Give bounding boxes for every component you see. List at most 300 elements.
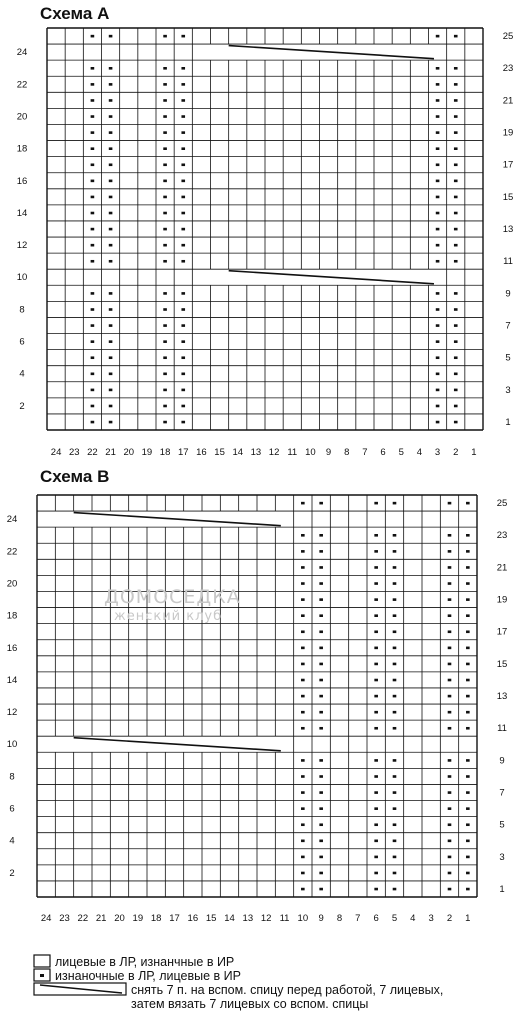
chart-a-col-label: 12	[268, 447, 280, 458]
chart-a-purl-mark	[109, 83, 113, 86]
chart-b-purl-mark	[374, 582, 378, 585]
chart-a-purl-mark	[91, 244, 95, 247]
chart-a-col-label: 10	[305, 447, 316, 458]
chart-b-purl-mark	[393, 823, 397, 826]
chart-b-purl-mark	[448, 502, 452, 505]
chart-a-purl-mark	[109, 67, 113, 70]
chart-b-purl-mark	[393, 630, 397, 633]
chart-b-purl-mark	[393, 759, 397, 762]
chart-a-purl-mark	[91, 356, 95, 359]
chart-a-purl-mark	[454, 180, 458, 183]
chart-a-purl-mark	[454, 373, 458, 376]
chart-b-col-label: 13	[242, 913, 254, 924]
chart-a-purl-mark	[91, 292, 95, 295]
chart-b-purl-mark	[301, 534, 305, 537]
chart-b-purl-mark	[466, 840, 470, 843]
chart-a-purl-mark	[181, 196, 185, 199]
chart-b-purl-mark	[301, 872, 305, 875]
chart-a-col-label: 18	[159, 447, 171, 458]
chart-a-row-label: 3	[505, 384, 511, 396]
legend-knit-text: лицевые в ЛР, изнанчные в ИР	[55, 955, 235, 969]
chart-a-col-label: 3	[434, 447, 441, 458]
chart-a-purl-mark	[436, 67, 440, 70]
chart-b-row-label: 9	[499, 755, 505, 767]
chart-a-purl-mark	[91, 421, 95, 424]
chart-b-row-label: 4	[9, 835, 15, 847]
chart-a-purl-mark	[454, 35, 458, 38]
chart-a-col-label: 14	[232, 447, 244, 458]
chart-b-purl-mark	[319, 582, 323, 585]
chart-a-purl-mark	[109, 180, 113, 183]
chart-a-row-label: 25	[502, 31, 514, 43]
chart-a-row-label: 8	[19, 304, 25, 316]
chart-a-purl-mark	[436, 244, 440, 247]
chart-b-purl-mark	[448, 647, 452, 650]
chart-a-purl-mark	[454, 244, 458, 247]
chart-a-row-label: 21	[502, 95, 514, 107]
chart-b-purl-mark	[301, 663, 305, 666]
chart-b-purl-mark	[319, 647, 323, 650]
chart-b-row-label: 21	[496, 562, 508, 574]
chart-b-purl-mark	[466, 856, 470, 859]
chart-b-purl-mark	[301, 630, 305, 633]
chart-b-row-label: 2	[9, 867, 15, 879]
chart-a-col-label: 1	[471, 447, 477, 458]
chart-b-purl-mark	[301, 711, 305, 714]
chart-a-purl-mark	[181, 292, 185, 295]
chart-b-purl-mark	[319, 614, 323, 617]
chart-a-purl-mark	[436, 373, 440, 376]
chart-b-col-label: 6	[373, 913, 379, 924]
chart-a-row-label: 6	[19, 336, 25, 348]
chart-a-col-label: 19	[141, 447, 153, 458]
chart-b-purl-mark	[301, 791, 305, 794]
chart-a-purl-mark	[109, 131, 113, 134]
chart-b-purl-mark	[319, 550, 323, 553]
chart-b-row-label: 3	[499, 851, 505, 863]
chart-a-purl-mark	[181, 389, 185, 392]
chart-b-row-label: 16	[6, 642, 18, 654]
chart-a-title: Схема А	[40, 4, 110, 23]
chart-b-purl-mark	[319, 759, 323, 762]
chart-a-row-label: 5	[505, 352, 511, 364]
chart-a-purl-mark	[163, 131, 167, 134]
chart-b-purl-mark	[319, 679, 323, 682]
chart-b-row-label: 11	[497, 723, 507, 735]
chart-b-row-label: 12	[6, 707, 18, 719]
chart-a-col-label: 24	[50, 447, 62, 458]
chart-b-row-label: 13	[496, 691, 508, 702]
legend-purl-text: изнаночные в ЛР, лицевые в ИР	[55, 969, 241, 983]
chart-a-purl-mark	[454, 292, 458, 295]
chart-a-purl-mark	[91, 389, 95, 392]
chart-a-purl-mark	[436, 389, 440, 392]
chart-b-purl-mark	[301, 679, 305, 682]
chart-a-purl-mark	[109, 356, 113, 359]
chart-b-col-label: 12	[260, 913, 272, 924]
chart-a-purl-mark	[163, 308, 167, 311]
chart-a-purl-mark	[91, 212, 95, 215]
chart-a-purl-mark	[436, 115, 440, 118]
chart-b-purl-mark	[448, 840, 452, 843]
chart-b-purl-mark	[393, 534, 397, 537]
chart-a-purl-mark	[163, 405, 167, 408]
chart-b-purl-mark	[466, 663, 470, 666]
chart-b-purl-mark	[319, 598, 323, 601]
chart-a-purl-mark	[163, 421, 167, 424]
chart-b-purl-mark	[393, 647, 397, 650]
chart-b-purl-mark	[374, 679, 378, 682]
chart-b-purl-mark	[393, 695, 397, 698]
chart-b-purl-mark	[393, 582, 397, 585]
chart-b-purl-mark	[301, 807, 305, 810]
chart-b-purl-mark	[374, 727, 378, 730]
chart-b-purl-mark	[466, 791, 470, 794]
chart-a-purl-mark	[181, 373, 185, 376]
chart-a-purl-mark	[91, 196, 95, 199]
chart-a-purl-mark	[436, 163, 440, 166]
chart-b-purl-mark	[319, 534, 323, 537]
chart-a-purl-mark	[109, 196, 113, 199]
chart-b-row-label: 6	[9, 803, 15, 815]
chart-a-purl-mark	[91, 324, 95, 327]
chart-a-purl-mark	[109, 147, 113, 150]
chart-a-purl-mark	[436, 324, 440, 327]
chart-b-purl-mark	[301, 840, 305, 843]
chart-b-purl-mark	[466, 711, 470, 714]
chart-b-purl-mark	[301, 888, 305, 891]
chart-a-purl-mark	[181, 340, 185, 343]
chart-a-purl-mark	[436, 35, 440, 38]
chart-b-purl-mark	[393, 872, 397, 875]
chart-b-purl-mark	[393, 791, 397, 794]
chart-a-purl-mark	[436, 421, 440, 424]
chart-a-purl-mark	[109, 228, 113, 231]
chart-b-purl-mark	[466, 582, 470, 585]
chart-b-row-label: 25	[496, 498, 508, 510]
chart-a-purl-mark	[436, 340, 440, 343]
chart-b-purl-mark	[374, 614, 378, 617]
chart-b-purl-mark	[301, 614, 305, 617]
chart-a-purl-mark	[109, 405, 113, 408]
chart-b-purl-mark	[319, 663, 323, 666]
chart-a-purl-mark	[109, 212, 113, 215]
chart-a-row-label: 4	[19, 368, 25, 380]
chart-b-purl-mark	[301, 727, 305, 730]
chart-b-purl-mark	[448, 872, 452, 875]
chart-b-purl-mark	[466, 695, 470, 698]
chart-b-purl-mark	[448, 711, 452, 714]
chart-a-purl-mark	[91, 163, 95, 166]
chart-b-purl-mark	[448, 566, 452, 569]
chart-a-row-label: 23	[502, 63, 514, 75]
chart-a-purl-mark	[163, 180, 167, 183]
chart-b-purl-mark	[466, 566, 470, 569]
chart-a-purl-mark	[181, 35, 185, 38]
chart-b-purl-mark	[448, 727, 452, 730]
chart-a-purl-mark	[436, 405, 440, 408]
chart-b-purl-mark	[374, 534, 378, 537]
chart-a-row-label: 14	[16, 207, 28, 219]
chart-b-purl-mark	[319, 856, 323, 859]
chart-b-purl-mark	[301, 550, 305, 553]
chart-a-purl-mark	[109, 340, 113, 343]
legend-cable-text-2: затем вязать 7 лицевых со вспом. спицы	[131, 997, 369, 1011]
chart-a-purl-mark	[109, 389, 113, 392]
chart-b-purl-mark	[448, 823, 452, 826]
chart-b-purl-mark	[319, 775, 323, 778]
chart-a-purl-mark	[91, 35, 95, 38]
chart-b-purl-mark	[393, 679, 397, 682]
chart-a-col-label: 5	[398, 447, 404, 458]
chart-a-purl-mark	[454, 163, 458, 166]
chart-b-col-label: 7	[355, 913, 361, 924]
chart-b-row-label: 24	[6, 514, 18, 526]
chart-b-row-label: 1	[499, 883, 505, 895]
legend-purl-dot	[40, 974, 44, 977]
chart-b-col-label: 18	[150, 913, 162, 924]
chart-b-purl-mark	[301, 566, 305, 569]
chart-a-purl-mark	[436, 308, 440, 311]
chart-b-purl-mark	[466, 550, 470, 553]
chart-a-purl-mark	[109, 373, 113, 376]
chart-a-purl-mark	[181, 228, 185, 231]
chart-b-purl-mark	[466, 807, 470, 810]
chart-b-purl-mark	[448, 614, 452, 617]
chart-a-purl-mark	[181, 131, 185, 134]
chart-a-purl-mark	[181, 356, 185, 359]
chart-a-purl-mark	[163, 340, 167, 343]
chart-b-purl-mark	[374, 791, 378, 794]
chart-a-purl-mark	[436, 180, 440, 183]
chart-a-row-label: 11	[503, 256, 513, 268]
chart-a-row-label: 16	[16, 175, 28, 187]
chart-a-purl-mark	[181, 212, 185, 215]
chart-b-purl-mark	[466, 727, 470, 730]
chart-a-purl-mark	[91, 308, 95, 311]
chart-b-col-label: 5	[391, 913, 398, 924]
chart-a-purl-mark	[454, 83, 458, 86]
chart-b-purl-mark	[448, 550, 452, 553]
chart-b-col-label: 4	[410, 913, 416, 924]
chart-b-purl-mark	[319, 727, 323, 730]
chart-b-purl-mark	[319, 630, 323, 633]
chart-b-row-label: 23	[496, 530, 508, 542]
chart-a-purl-mark	[454, 356, 458, 359]
chart-a-purl-mark	[91, 147, 95, 150]
chart-b-col-label: 10	[297, 913, 309, 924]
watermark-title: ДОМОСЕДКА	[104, 586, 241, 608]
chart-b-row-label: 17	[496, 626, 508, 638]
chart-a-purl-mark	[163, 67, 167, 70]
chart-b-col-label: 11	[279, 913, 290, 924]
chart-a-purl-mark	[454, 421, 458, 424]
chart-a-col-label: 16	[196, 447, 207, 458]
chart-a-purl-mark	[91, 115, 95, 118]
chart-b-row-label: 10	[6, 739, 18, 751]
chart-b-purl-mark	[393, 856, 397, 859]
chart-a-purl-mark	[181, 83, 185, 86]
chart-b-purl-mark	[374, 856, 378, 859]
chart-b-row-label: 14	[6, 674, 18, 686]
chart-a-purl-mark	[109, 163, 113, 166]
chart-b-purl-mark	[466, 534, 470, 537]
chart-a-purl-mark	[454, 196, 458, 199]
chart-b-row-label: 20	[6, 578, 18, 590]
chart-b-purl-mark	[393, 550, 397, 553]
chart-b-row-label: 15	[496, 658, 508, 670]
chart-a-purl-mark	[454, 308, 458, 311]
chart-a-purl-mark	[91, 405, 95, 408]
chart-b-purl-mark	[466, 775, 470, 778]
chart-b-row-label: 7	[499, 787, 505, 799]
chart-b-title: Схема В	[40, 467, 110, 486]
chart-b-purl-mark	[448, 663, 452, 666]
chart-b-purl-mark	[374, 759, 378, 762]
chart-a-row-label: 9	[505, 288, 511, 300]
chart-a-purl-mark	[109, 244, 113, 247]
chart-b-col-label: 2	[446, 913, 453, 924]
chart-b-col-label: 20	[114, 913, 125, 924]
chart-b-purl-mark	[319, 566, 323, 569]
chart-a-purl-mark	[436, 292, 440, 295]
chart-a-purl-mark	[109, 260, 113, 263]
chart-b-purl-mark	[301, 598, 305, 601]
chart-b-col-label: 16	[187, 913, 199, 924]
chart-b-purl-mark	[448, 807, 452, 810]
chart-a-purl-mark	[436, 131, 440, 134]
chart-a-purl-mark	[109, 308, 113, 311]
chart-b-col-label: 3	[428, 913, 434, 924]
chart-b-purl-mark	[393, 663, 397, 666]
chart-b-purl-mark	[448, 775, 452, 778]
chart-b-col-label: 21	[95, 913, 107, 924]
chart-a-row-label: 20	[16, 111, 28, 123]
chart-b-purl-mark	[301, 502, 305, 505]
chart-a-purl-mark	[163, 163, 167, 166]
chart-a-purl-mark	[163, 147, 167, 150]
chart-b-purl-mark	[393, 840, 397, 843]
chart-a-col-label: 2	[453, 447, 459, 458]
chart-a-purl-mark	[181, 405, 185, 408]
chart-a-purl-mark	[163, 292, 167, 295]
chart-a-purl-mark	[181, 99, 185, 102]
chart-b-col-label: 8	[336, 913, 343, 924]
chart-b-purl-mark	[301, 582, 305, 585]
chart-a-purl-mark	[436, 83, 440, 86]
chart-b-purl-mark	[319, 807, 323, 810]
chart-b-purl-mark	[301, 775, 305, 778]
chart-a-row-label: 19	[502, 127, 514, 139]
chart-a-purl-mark	[181, 244, 185, 247]
chart-a-row-label: 17	[502, 159, 514, 171]
chart-a-purl-mark	[436, 196, 440, 199]
chart-a-purl-mark	[181, 163, 185, 166]
chart-a-row-label: 2	[19, 400, 25, 412]
chart-a-col-label: 6	[380, 447, 386, 458]
chart-a-row-label: 7	[505, 320, 511, 332]
chart-b-purl-mark	[319, 872, 323, 875]
chart-b-purl-mark	[448, 630, 452, 633]
chart-a-purl-mark	[454, 260, 458, 263]
chart-b-purl-mark	[319, 840, 323, 843]
chart-b-purl-mark	[448, 888, 452, 891]
chart-a-purl-mark	[163, 373, 167, 376]
chart-b-row-label: 19	[496, 594, 508, 606]
chart-b-purl-mark	[374, 550, 378, 553]
chart-b-purl-mark	[393, 727, 397, 730]
chart-b-col-label: 15	[205, 913, 217, 924]
chart-b-purl-mark	[301, 856, 305, 859]
chart-a-purl-mark	[163, 356, 167, 359]
chart-b-purl-mark	[466, 759, 470, 762]
chart-a-purl-mark	[436, 260, 440, 263]
chart-a-purl-mark	[163, 324, 167, 327]
chart-b-purl-mark	[374, 823, 378, 826]
chart-b-purl-mark	[374, 566, 378, 569]
chart-a-purl-mark	[454, 99, 458, 102]
chart-b-purl-mark	[319, 791, 323, 794]
chart-b-purl-mark	[319, 711, 323, 714]
watermark-subtitle: женский клуб	[114, 609, 223, 624]
chart-a-purl-mark	[109, 292, 113, 295]
chart-b-purl-mark	[448, 695, 452, 698]
chart-a-row-label: 10	[16, 272, 28, 284]
chart-a-col-label: 17	[177, 447, 189, 458]
chart-a-col-label: 7	[362, 447, 368, 458]
chart-a-purl-mark	[181, 421, 185, 424]
chart-a-purl-mark	[454, 340, 458, 343]
chart-a-col-label: 11	[287, 447, 298, 458]
chart-b-purl-mark	[466, 647, 470, 650]
chart-a-row-label: 22	[16, 79, 28, 91]
chart-b-purl-mark	[301, 759, 305, 762]
chart-b-purl-mark	[466, 614, 470, 617]
chart-b-purl-mark	[393, 775, 397, 778]
chart-b-purl-mark	[374, 598, 378, 601]
chart-a-purl-mark	[91, 373, 95, 376]
chart-a-purl-mark	[163, 83, 167, 86]
chart-a-purl-mark	[454, 147, 458, 150]
chart-a-purl-mark	[436, 356, 440, 359]
chart-a-purl-mark	[454, 228, 458, 231]
chart-a-purl-mark	[181, 180, 185, 183]
chart-b-purl-mark	[466, 872, 470, 875]
chart-a-purl-mark	[454, 212, 458, 215]
chart-a-purl-mark	[109, 115, 113, 118]
chart-b-purl-mark	[374, 888, 378, 891]
chart-a-purl-mark	[436, 228, 440, 231]
chart-b-purl-mark	[393, 614, 397, 617]
chart-a-row-label: 18	[16, 143, 28, 155]
chart-b-purl-mark	[374, 647, 378, 650]
chart-a-purl-mark	[163, 99, 167, 102]
chart-b-purl-mark	[466, 502, 470, 505]
chart-b-purl-mark	[301, 647, 305, 650]
chart-b-purl-mark	[466, 630, 470, 633]
chart-a-purl-mark	[454, 131, 458, 134]
chart-a-purl-mark	[181, 324, 185, 327]
chart-b-col-label: 22	[77, 913, 89, 924]
chart-a-purl-mark	[163, 115, 167, 118]
chart-b-purl-mark	[393, 502, 397, 505]
chart-a-purl-mark	[454, 324, 458, 327]
chart-a-purl-mark	[91, 131, 95, 134]
chart-b-purl-mark	[466, 679, 470, 682]
chart-a-purl-mark	[163, 389, 167, 392]
chart-a-col-label: 15	[214, 447, 225, 458]
chart-b-purl-mark	[319, 502, 323, 505]
